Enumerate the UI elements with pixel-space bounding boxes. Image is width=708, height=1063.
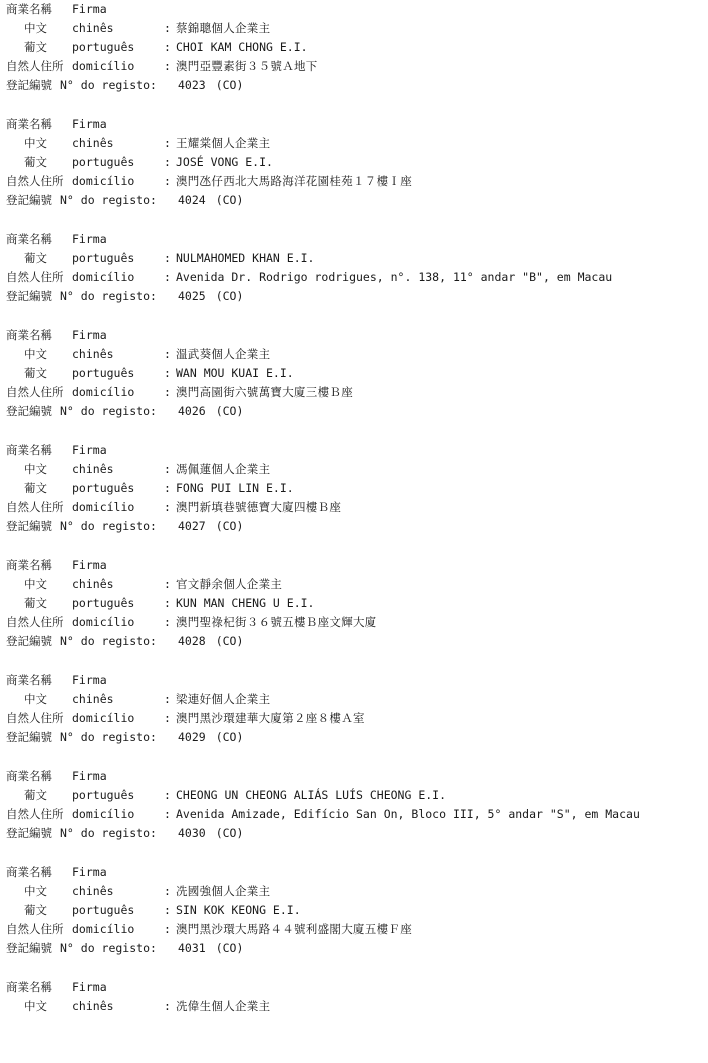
domicile-value: Avenida Dr. Rodrigo rodrigues, n°. 138, 11° andar "B", em Macau (176, 270, 613, 284)
domicile-value: 澳門氹仔西北大馬路海洋花園桂苑１７樓Ｉ座 (176, 174, 412, 188)
colon-separator: : (164, 922, 171, 936)
portuguese-name-value: CHOI KAM CHONG E.I. (176, 40, 308, 54)
domicile-value: 澳門高園街六號萬寶大廈三樓Ｂ座 (176, 385, 353, 399)
portuguese-label-cn: 葡文 (24, 366, 47, 380)
domicile-label-pt: domicílio (72, 922, 135, 936)
colon-separator: : (164, 21, 171, 35)
chinese-label-pt: chinês (72, 136, 114, 150)
firm-name-label-cn: 商業名稱 (6, 769, 52, 783)
chinese-label-pt: chinês (72, 21, 114, 35)
chinese-label-pt: chinês (72, 577, 114, 591)
colon-separator: : (164, 174, 171, 188)
domicile-label-cn: 自然人住所 (6, 174, 64, 188)
firm-name-label-cn: 商業名稱 (6, 673, 52, 687)
registry-entry (0, 0, 708, 95)
domicile-label-pt: domicílio (72, 500, 135, 514)
registration-label-pt: N° do registo: (60, 826, 157, 840)
portuguese-name-value: CHEONG UN CHEONG ALIÁS LUÍS CHEONG E.I. (176, 788, 447, 802)
firm-name-label-pt: Firma (72, 232, 107, 246)
chinese-label-pt: chinês (72, 462, 114, 476)
registry-entry (0, 326, 708, 421)
colon-separator: : (164, 347, 171, 361)
firm-name-label-pt: Firma (72, 673, 107, 687)
firm-name-label-pt: Firma (72, 865, 107, 879)
firm-name-label-pt: Firma (72, 328, 107, 342)
colon-separator: : (164, 40, 171, 54)
registration-label-pt: N° do registo: (60, 289, 157, 303)
domicile-value: 澳門新填巷號德寶大廈四樓Ｂ座 (176, 500, 342, 514)
registration-label-cn: 登記編號 (6, 519, 52, 533)
domicile-value: 澳門黑沙環大馬路４４號利盛閣大廈五樓Ｆ座 (176, 922, 412, 936)
registration-label-cn: 登記編號 (6, 193, 52, 207)
chinese-label-cn: 中文 (24, 884, 47, 898)
registration-co-tag: (CO) (215, 941, 244, 955)
registration-number-value: 4031 (178, 941, 206, 955)
portuguese-label-pt: português (72, 596, 135, 610)
registration-label-pt: N° do registo: (60, 519, 157, 533)
registration-label-pt: N° do registo: (60, 78, 157, 92)
registration-co-tag: (CO) (215, 730, 244, 744)
colon-separator: : (164, 136, 171, 150)
registration-label-cn: 登記編號 (6, 826, 52, 840)
colon-separator: : (164, 788, 171, 802)
registration-number-value: 4029 (178, 730, 206, 744)
colon-separator: : (164, 999, 171, 1013)
chinese-name-value: 蔡錦聰個人企業主 (176, 21, 271, 35)
registry-entry (0, 556, 708, 651)
colon-separator: : (164, 500, 171, 514)
portuguese-label-cn: 葡文 (24, 251, 47, 265)
colon-separator: : (164, 903, 171, 917)
registration-number-value: 4028 (178, 634, 206, 648)
chinese-label-cn: 中文 (24, 347, 47, 361)
colon-separator: : (164, 807, 171, 821)
registration-label-cn: 登記編號 (6, 404, 52, 418)
firm-name-label-cn: 商業名稱 (6, 2, 52, 16)
registration-label-cn: 登記編號 (6, 289, 52, 303)
chinese-label-pt: chinês (72, 692, 114, 706)
domicile-label-pt: domicílio (72, 59, 135, 73)
domicile-label-cn: 自然人住所 (6, 711, 64, 725)
registration-number-value: 4025 (178, 289, 206, 303)
colon-separator: : (164, 577, 171, 591)
colon-separator: : (164, 251, 171, 265)
colon-separator: : (164, 711, 171, 725)
colon-separator: : (164, 155, 171, 169)
firm-name-label-cn: 商業名稱 (6, 328, 52, 342)
domicile-label-cn: 自然人住所 (6, 807, 64, 821)
registration-co-tag: (CO) (215, 826, 244, 840)
domicile-label-cn: 自然人住所 (6, 270, 64, 284)
domicile-label-cn: 自然人住所 (6, 615, 64, 629)
domicile-label-pt: domicílio (72, 174, 135, 188)
colon-separator: : (164, 462, 171, 476)
portuguese-name-value: JOSÉ VONG E.I. (176, 155, 273, 169)
domicile-label-cn: 自然人住所 (6, 59, 64, 73)
colon-separator: : (164, 884, 171, 898)
registration-number-value: 4026 (178, 404, 206, 418)
registration-co-tag: (CO) (215, 519, 244, 533)
firm-name-label-cn: 商業名稱 (6, 558, 52, 572)
chinese-name-value: 溫武葵個人企業主 (176, 347, 271, 361)
portuguese-label-pt: português (72, 788, 135, 802)
colon-separator: : (164, 615, 171, 629)
portuguese-label-pt: português (72, 903, 135, 917)
colon-separator: : (164, 596, 171, 610)
chinese-label-pt: chinês (72, 999, 114, 1013)
registration-label-pt: N° do registo: (60, 730, 157, 744)
chinese-name-value: 梁連好個人企業主 (176, 692, 271, 706)
firm-name-label-pt: Firma (72, 117, 107, 131)
domicile-label-cn: 自然人住所 (6, 922, 64, 936)
chinese-label-cn: 中文 (24, 692, 47, 706)
registration-label-pt: N° do registo: (60, 404, 157, 418)
colon-separator: : (164, 481, 171, 495)
domicile-value: Avenida Amizade, Edifício San On, Bloco III, 5° andar "S", em Macau (176, 807, 640, 821)
chinese-label-pt: chinês (72, 884, 114, 898)
domicile-label-pt: domicílio (72, 385, 135, 399)
chinese-name-value: 冼國強個人企業主 (176, 884, 271, 898)
chinese-name-value: 王耀棠個人企業主 (176, 136, 271, 150)
portuguese-label-cn: 葡文 (24, 40, 47, 54)
portuguese-label-cn: 葡文 (24, 481, 47, 495)
registry-entry (0, 978, 708, 1016)
registration-label-cn: 登記編號 (6, 634, 52, 648)
firm-name-label-cn: 商業名稱 (6, 443, 52, 457)
registration-co-tag: (CO) (215, 404, 244, 418)
chinese-label-cn: 中文 (24, 21, 47, 35)
portuguese-label-pt: português (72, 481, 135, 495)
registry-entry (0, 671, 708, 747)
colon-separator: : (164, 59, 171, 73)
registration-co-tag: (CO) (215, 78, 244, 92)
firm-name-label-pt: Firma (72, 980, 107, 994)
registration-co-tag: (CO) (215, 193, 244, 207)
domicile-label-pt: domicílio (72, 711, 135, 725)
chinese-label-cn: 中文 (24, 136, 47, 150)
registration-label-cn: 登記編號 (6, 941, 52, 955)
registry-entry (0, 863, 708, 958)
registration-co-tag: (CO) (215, 289, 244, 303)
colon-separator: : (164, 385, 171, 399)
firm-name-label-pt: Firma (72, 558, 107, 572)
chinese-label-cn: 中文 (24, 577, 47, 591)
registration-number-value: 4023 (178, 78, 206, 92)
domicile-label-pt: domicílio (72, 807, 135, 821)
portuguese-name-value: WAN MOU KUAI E.I. (176, 366, 294, 380)
domicile-value: 澳門黑沙環建華大廈第２座８樓Ａ室 (176, 711, 365, 725)
portuguese-label-pt: português (72, 251, 135, 265)
firm-name-label-cn: 商業名稱 (6, 980, 52, 994)
registration-label-pt: N° do registo: (60, 634, 157, 648)
registration-label-cn: 登記編號 (6, 78, 52, 92)
firm-name-label-pt: Firma (72, 2, 107, 16)
portuguese-name-value: KUN MAN CHENG U E.I. (176, 596, 315, 610)
portuguese-label-pt: português (72, 40, 135, 54)
registration-number-value: 4024 (178, 193, 206, 207)
colon-separator: : (164, 692, 171, 706)
registration-number-value: 4027 (178, 519, 206, 533)
registry-entry (0, 230, 708, 306)
chinese-name-value: 冼偉生個人企業主 (176, 999, 271, 1013)
registration-label-pt: N° do registo: (60, 193, 157, 207)
chinese-label-cn: 中文 (24, 462, 47, 476)
domicile-label-cn: 自然人住所 (6, 385, 64, 399)
portuguese-label-cn: 葡文 (24, 903, 47, 917)
domicile-label-pt: domicílio (72, 270, 135, 284)
firm-name-label-cn: 商業名稱 (6, 232, 52, 246)
portuguese-label-pt: português (72, 155, 135, 169)
chinese-label-pt: chinês (72, 347, 114, 361)
chinese-label-cn: 中文 (24, 999, 47, 1013)
colon-separator: : (164, 366, 171, 380)
chinese-name-value: 官文靜余個人企業主 (176, 577, 283, 591)
portuguese-name-value: SIN KOK KEONG E.I. (176, 903, 301, 917)
registration-co-tag: (CO) (215, 634, 244, 648)
chinese-name-value: 馮佩蓮個人企業主 (176, 462, 271, 476)
portuguese-name-value: FONG PUI LIN E.I. (176, 481, 294, 495)
registry-entry (0, 115, 708, 210)
portuguese-label-cn: 葡文 (24, 155, 47, 169)
firm-name-label-pt: Firma (72, 769, 107, 783)
firm-name-label-pt: Firma (72, 443, 107, 457)
portuguese-name-value: NULMAHOMED KHAN E.I. (176, 251, 315, 265)
registry-entry (0, 441, 708, 536)
portuguese-label-pt: português (72, 366, 135, 380)
registry-entry (0, 767, 708, 843)
domicile-value: 澳門亞豐素街３５號Ａ地下 (176, 59, 318, 73)
portuguese-label-cn: 葡文 (24, 596, 47, 610)
domicile-label-cn: 自然人住所 (6, 500, 64, 514)
domicile-label-pt: domicílio (72, 615, 135, 629)
firm-name-label-cn: 商業名稱 (6, 117, 52, 131)
registration-label-cn: 登記編號 (6, 730, 52, 744)
portuguese-label-cn: 葡文 (24, 788, 47, 802)
domicile-value: 澳門聖祿杞街３６號五樓Ｂ座文輝大廈 (176, 615, 377, 629)
colon-separator: : (164, 270, 171, 284)
firm-name-label-cn: 商業名稱 (6, 865, 52, 879)
registration-label-pt: N° do registo: (60, 941, 157, 955)
registration-number-value: 4030 (178, 826, 206, 840)
